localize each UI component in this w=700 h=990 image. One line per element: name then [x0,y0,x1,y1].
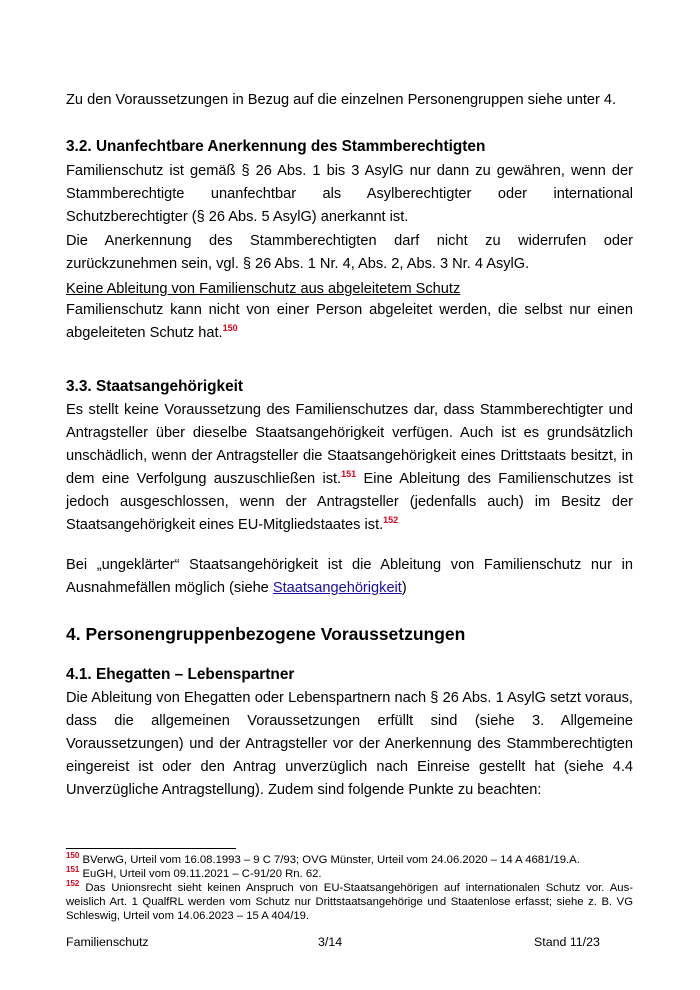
intro-paragraph: Zu den Voraussetzungen in Bezug auf die einzelnen Personengruppen siehe unter 4. [66,92,617,108]
footnote-number: 151 [66,865,80,875]
footnote-text: Das Unionsrecht sieht keinen Anspruch von EU-Staatsangehörigen auf internationalen Schutz vor. Ausweislich Art. 1 QualfRL werden vom Schutz nur Drittstaatsangehörige und Staatenlose erfasst; siehe z. B. VG Schleswig, Urteil vom 14.06.2023 – 15 A 404/19. [66,882,633,922]
staatsangehoerigkeit-link[interactable]: Staatsangehörigkeit [272,580,402,596]
paragraph-text: ) [401,580,407,596]
footer-left: Familienschutz [66,935,149,949]
footnote-ref-150[interactable]: 150 [222,323,238,334]
footnote-ref-151[interactable]: 151 [341,469,357,480]
footnote-number: 152 [66,879,80,889]
footnote-separator [66,848,236,849]
section-3-3-paragraph-2 [66,554,633,600]
section-3-2-paragraph-2: Die Anerkennung des Stammberechtigten darf nicht zu widerrufen oder zurückzunehmen sein, vgl. § 26 Abs. 1 Nr. 4, Abs. 2, Abs. 3 Nr. 4 AsylG. [66,233,633,272]
section-3-2-paragraph-3 [66,299,633,345]
paragraph-text: Es stellt keine Voraussetzung des Familienschutzes dar, dass Stammberechtigter und Antragsteller über dieselbe Staatsangehörigkeit verfügen. Auch ist es grundsätzlich unschädlich, wenn der Antragsteller die Staatsangehörigkeit eines Drittstaats besitzt, in dem eine Verfolgung auszuschließen ist. [66,402,633,487]
footnote-ref-152[interactable]: 152 [383,515,399,526]
footnote-number: 150 [66,851,80,861]
footnote-text: BVerwG, Urteil vom 16.08.1993 – 9 C 7/93; OVG Münster, Urteil vom 24.06.2020 – 14 A 4681/19.A. [82,854,580,866]
paragraph-text: Bei „ungeklärter“ Staatsangehörigkeit ist die Ableitung von Familienschutz nur in Ausnahmefällen möglich (siehe [66,557,633,596]
section-4-heading: 4. Personengruppenbezogene Voraussetzungen [66,624,466,644]
footnote-151 [66,867,633,881]
page-number: 3/14 [318,935,343,949]
paragraph-text: Familienschutz kann nicht von einer Person abgeleitet werden, die selbst nur einen abgeleiteten Schutz hat. [66,302,633,341]
section-3-3-paragraph-1 [66,399,633,537]
section-3-2-subheading: Keine Ableitung von Familienschutz aus abgeleitetem Schutz [66,281,461,297]
footnote-text: EuGH, Urteil vom 09.11.2021 – C-91/20 Rn. 62. [82,868,322,880]
footnote-152 [66,881,633,923]
section-3-2-paragraph-1: Familienschutz ist gemäß § 26 Abs. 1 bis 3 AsylG nur dann zu gewähren, wenn der Stammberechtigte unanfechtbar als Asylberechtigter oder international Schutzberechtigter (§ 26 Abs. 5 AsylG) anerkannt ist. [66,163,633,225]
paragraph-text: Eine Ableitung des Familienschutzes ist jedoch ausgeschlossen, wenn der Antragsteller (jedenfalls auch) im Besitz der Staatsangehörigkeit eines EU-Mitgliedstaates ist. [66,471,633,533]
footer-right: Stand 11/23 [534,935,600,949]
section-4-1-paragraph-1: Die Ableitung von Ehegatten oder Lebenspartnern nach § 26 Abs. 1 AsylG setzt voraus, dass die allgemeinen Voraussetzungen erfüllt sind (siehe 3. Allgemeine Voraussetzungen) und der Antragsteller vor der Anerkennung des Stammberechtigten eingereist ist oder den Antrag unverzüglich nach Einreise gestellt hat (siehe 4.4 Unverzügliche Antragstellung). Zudem sind folgende Punkte zu beachten: [66,690,633,798]
section-4-1-heading: 4.1. Ehegatten – Lebenspartner [66,666,295,683]
section-3-2-heading: 3.2. Unanfechtbare Anerkennung des Stammberechtigten [66,138,486,155]
section-3-3-heading: 3.3. Staatsangehörigkeit [66,378,244,395]
footnote-150 [66,853,633,867]
